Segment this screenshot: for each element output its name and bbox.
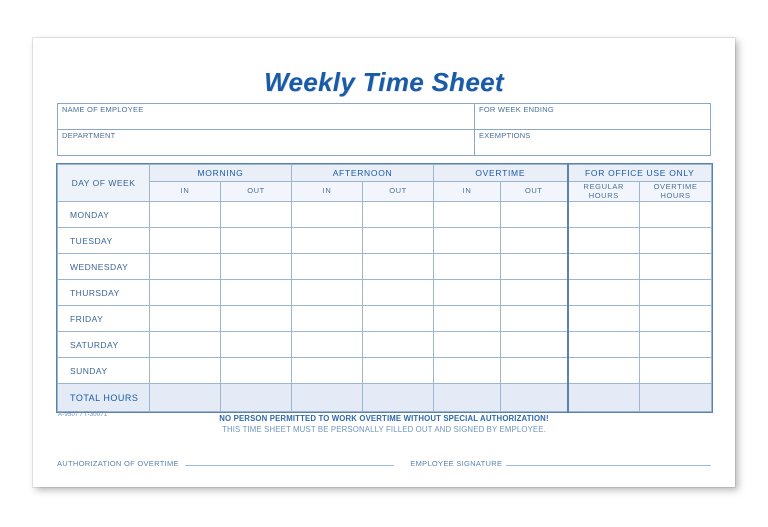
cell-tuesday-overtime-out[interactable] [501, 228, 568, 254]
row-label-friday: FRIDAY [58, 306, 150, 332]
cell-sunday-regular-hours[interactable] [568, 358, 640, 384]
cell-saturday-overtime-out[interactable] [501, 332, 568, 358]
cell-thursday-afternoon-in[interactable] [292, 280, 363, 306]
note-overtime-authorization: NO PERSON PERMITTED TO WORK OVERTIME WITHOUT SPECIAL AUTHORIZATION! [219, 414, 549, 423]
timesheet-page [33, 38, 735, 487]
cell-wednesday-overtime-out[interactable] [501, 254, 568, 280]
column-header-morning-out: OUT [221, 182, 292, 202]
table-row [58, 202, 712, 228]
column-group-for-office-use-only: FOR OFFICE USE ONLY [568, 165, 712, 182]
authorization-of-overtime-label: AUTHORIZATION OF OVERTIME [57, 459, 179, 468]
cell-thursday-afternoon-out[interactable] [363, 280, 434, 306]
cell-tuesday-morning-out[interactable] [221, 228, 292, 254]
page-title: Weekly Time Sheet [264, 67, 504, 97]
column-header-afternoon-out: OUT [363, 182, 434, 202]
regular-hours-line-2: HOURS [588, 190, 619, 200]
cell-monday-afternoon-in[interactable] [292, 202, 363, 228]
cell-thursday-overtime-out[interactable] [501, 280, 568, 306]
cell-wednesday-afternoon-in[interactable] [292, 254, 363, 280]
cell-sunday-overtime-in[interactable] [434, 358, 501, 384]
cell-total-overtime-out[interactable] [501, 384, 568, 412]
column-header-overtime-hours [640, 182, 712, 202]
table-row [58, 358, 712, 384]
cell-saturday-afternoon-out[interactable] [363, 332, 434, 358]
cell-tuesday-overtime-in[interactable] [434, 228, 501, 254]
cell-thursday-overtime-hours[interactable] [640, 280, 712, 306]
cell-sunday-morning-out[interactable] [221, 358, 292, 384]
cell-monday-overtime-out[interactable] [501, 202, 568, 228]
cell-friday-afternoon-out[interactable] [363, 306, 434, 332]
cell-total-morning-in[interactable] [150, 384, 221, 412]
cell-wednesday-overtime-in[interactable] [434, 254, 501, 280]
table-row [58, 280, 712, 306]
cell-thursday-morning-in[interactable] [150, 280, 221, 306]
footer-notes [33, 414, 735, 435]
cell-monday-afternoon-out[interactable] [363, 202, 434, 228]
row-label-tuesday: TUESDAY [58, 228, 150, 254]
cell-tuesday-overtime-hours[interactable] [640, 228, 712, 254]
cell-friday-morning-out[interactable] [221, 306, 292, 332]
cell-saturday-morning-out[interactable] [221, 332, 292, 358]
cell-friday-overtime-hours[interactable] [640, 306, 712, 332]
table-group-header-row [58, 165, 712, 182]
cell-wednesday-regular-hours[interactable] [568, 254, 640, 280]
column-header-overtime-out: OUT [501, 182, 568, 202]
cell-total-regular-hours[interactable] [568, 384, 640, 412]
column-header-afternoon-in: IN [292, 182, 363, 202]
cell-monday-morning-out[interactable] [221, 202, 292, 228]
cell-thursday-regular-hours[interactable] [568, 280, 640, 306]
cell-total-morning-out[interactable] [221, 384, 292, 412]
cell-tuesday-morning-in[interactable] [150, 228, 221, 254]
row-label-thursday: THURSDAY [58, 280, 150, 306]
cell-wednesday-morning-out[interactable] [221, 254, 292, 280]
cell-sunday-overtime-out[interactable] [501, 358, 568, 384]
cell-friday-overtime-in[interactable] [434, 306, 501, 332]
cell-monday-overtime-hours[interactable] [640, 202, 712, 228]
cell-sunday-morning-in[interactable] [150, 358, 221, 384]
employee-signature-input[interactable] [506, 464, 711, 466]
regular-hours-line-1: REGULAR [583, 181, 625, 191]
cell-total-overtime-in[interactable] [434, 384, 501, 412]
cell-thursday-overtime-in[interactable] [434, 280, 501, 306]
cell-sunday-overtime-hours[interactable] [640, 358, 712, 384]
header-row-2 [58, 129, 710, 155]
column-header-morning-in: IN [150, 182, 221, 202]
cell-thursday-morning-out[interactable] [221, 280, 292, 306]
table-row [58, 332, 712, 358]
cell-sunday-afternoon-in[interactable] [292, 358, 363, 384]
cell-friday-morning-in[interactable] [150, 306, 221, 332]
cell-wednesday-afternoon-out[interactable] [363, 254, 434, 280]
employee-signature-label: EMPLOYEE SIGNATURE [410, 459, 503, 468]
cell-total-afternoon-in[interactable] [292, 384, 363, 412]
cell-saturday-overtime-in[interactable] [434, 332, 501, 358]
row-label-total-hours: TOTAL HOURS [58, 384, 150, 412]
row-label-monday: MONDAY [58, 202, 150, 228]
total-hours-row [58, 384, 712, 412]
for-week-ending-field[interactable]: FOR WEEK ENDING [479, 105, 555, 114]
cell-sunday-afternoon-out[interactable] [363, 358, 434, 384]
table-sub-header-row [58, 182, 712, 202]
table-row [58, 254, 712, 280]
column-header-day-of-week: DAY OF WEEK [58, 165, 150, 202]
column-header-regular-hours [568, 182, 640, 202]
cell-saturday-regular-hours[interactable] [568, 332, 640, 358]
column-group-morning: MORNING [150, 165, 292, 182]
cell-total-overtime-hours[interactable] [640, 384, 712, 412]
cell-monday-morning-in[interactable] [150, 202, 221, 228]
header-fields-box [57, 103, 711, 156]
timesheet-table [57, 164, 712, 412]
row-label-wednesday: WEDNESDAY [58, 254, 150, 280]
header-row-1 [58, 104, 710, 129]
cell-wednesday-morning-in[interactable] [150, 254, 221, 280]
row-label-sunday: SUNDAY [58, 358, 150, 384]
column-group-overtime: OVERTIME [434, 165, 568, 182]
cell-saturday-morning-in[interactable] [150, 332, 221, 358]
cell-total-afternoon-out[interactable] [363, 384, 434, 412]
cell-saturday-overtime-hours[interactable] [640, 332, 712, 358]
cell-monday-regular-hours[interactable] [568, 202, 640, 228]
table-row [58, 228, 712, 254]
cell-wednesday-overtime-hours[interactable] [640, 254, 712, 280]
name-of-employee-field[interactable]: NAME OF EMPLOYEE [58, 104, 475, 129]
cell-tuesday-afternoon-out[interactable] [363, 228, 434, 254]
cell-tuesday-regular-hours[interactable] [568, 228, 640, 254]
cell-friday-regular-hours[interactable] [568, 306, 640, 332]
signature-row [57, 459, 711, 469]
cell-tuesday-afternoon-in[interactable] [292, 228, 363, 254]
column-header-overtime-in: IN [434, 182, 501, 202]
table-row [58, 306, 712, 332]
cell-friday-afternoon-in[interactable] [292, 306, 363, 332]
row-label-saturday: SATURDAY [58, 332, 150, 358]
column-group-afternoon: AFTERNOON [292, 165, 434, 182]
authorization-of-overtime-input[interactable] [185, 464, 394, 466]
department-field[interactable]: DEPARTMENT [58, 130, 475, 155]
exemptions-field[interactable]: EXEMPTIONS [479, 131, 531, 140]
cell-friday-overtime-out[interactable] [501, 306, 568, 332]
cell-saturday-afternoon-in[interactable] [292, 332, 363, 358]
form-code: A-9507 / T-30071 [58, 412, 108, 418]
note-signature-requirement: THIS TIME SHEET MUST BE PERSONALLY FILLED OUT AND SIGNED BY EMPLOYEE. [222, 424, 546, 434]
overtime-hours-line-1: OVERTIME [653, 181, 698, 191]
overtime-hours-line-2: HOURS [660, 190, 691, 200]
cell-monday-overtime-in[interactable] [434, 202, 501, 228]
